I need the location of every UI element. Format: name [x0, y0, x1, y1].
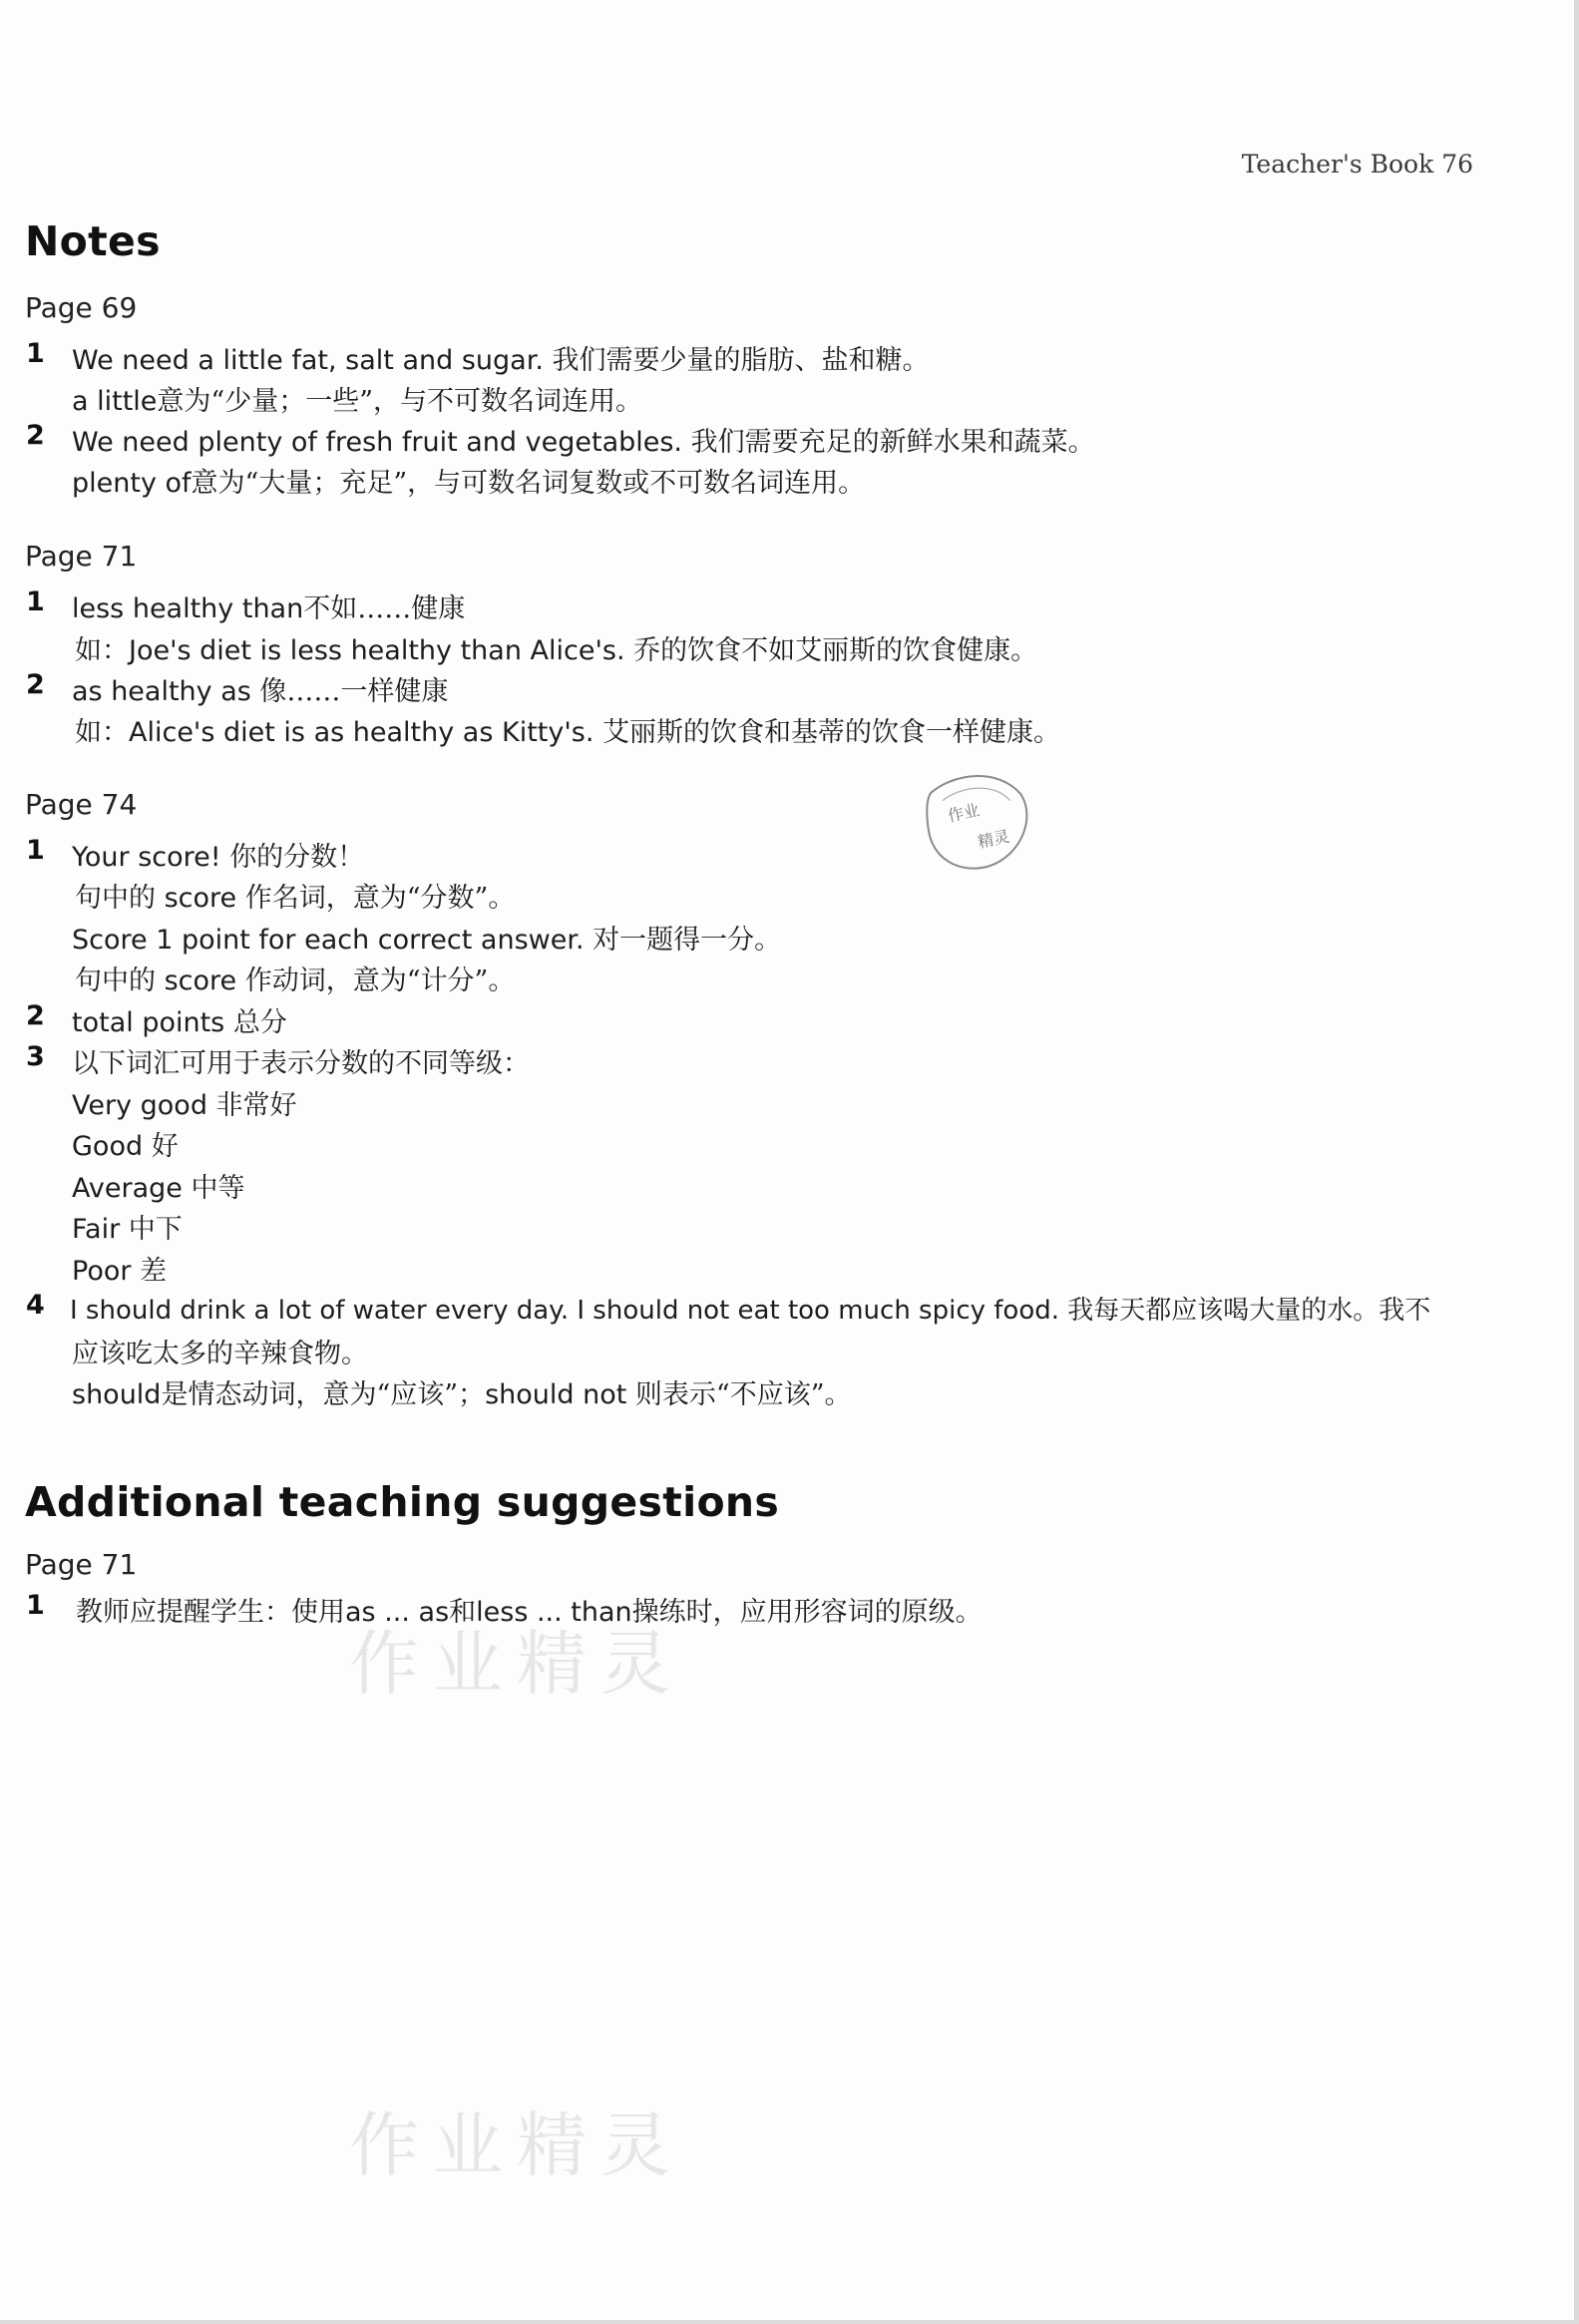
note-en: as ... as: [345, 1597, 450, 1628]
grade-en: Fair: [72, 1214, 129, 1245]
item-number: 1: [26, 586, 45, 617]
note-en: score: [156, 966, 245, 996]
note-cn: 像……一样健康: [259, 676, 449, 707]
page-edge-bottom: [0, 2320, 1579, 2324]
note-cn: 艾丽斯的饮食和基蒂的饮食一样健康。: [602, 717, 1061, 748]
note-cn: 句中的: [75, 883, 156, 914]
note-en: I should drink a lot of water every day. I should not eat too much spicy food.: [70, 1296, 1068, 1326]
page-69-label: Page 69: [25, 291, 138, 324]
item-number: 2: [26, 420, 45, 451]
note-line: [72, 420, 1095, 459]
note-cn: 不如……健康: [303, 593, 466, 624]
note-en: should: [72, 1379, 162, 1410]
note-cn: 我们需要充足的新鲜水果和蔬菜。: [690, 427, 1095, 458]
note-en: Alice's diet is as healthy as Kitty's.: [129, 717, 603, 748]
note-cn: 我们需要少量的脂肪、盐和糖。: [552, 345, 930, 376]
grade-item: [72, 1249, 167, 1288]
note-cn: 总分: [232, 1007, 287, 1038]
grade-cn: 中下: [128, 1214, 183, 1245]
note-line: [75, 876, 515, 915]
page-header: Teacher's Book 76: [1241, 150, 1473, 179]
item-number: 4: [26, 1290, 45, 1321]
note-en: plenty of: [72, 468, 192, 499]
grade-en: Good: [72, 1131, 152, 1162]
note-cn: 和: [449, 1597, 477, 1628]
grade-cn: 差: [140, 1256, 168, 1287]
note-line: [75, 710, 1060, 749]
note-en: total points: [72, 1007, 233, 1038]
item-number: 2: [26, 1000, 45, 1031]
note-en: less healthy than: [72, 593, 304, 624]
page-71-label: Page 71: [25, 540, 138, 573]
note-cn: 意为“大量；充足”，与可数名词复数或不可数名词连用。: [191, 468, 866, 499]
note-cn: 你的分数！: [229, 842, 365, 873]
grade-cn: 非常好: [215, 1090, 297, 1121]
note-line: [72, 379, 642, 418]
note-cn: 教师应提醒学生：使用: [76, 1597, 345, 1628]
note-cn: 则表示“不应该”。: [634, 1379, 852, 1410]
item-number: 2: [26, 669, 45, 700]
grade-item: [72, 1124, 179, 1163]
note-cn: 应该吃太多的辛辣食物。: [72, 1339, 368, 1369]
note-cn: 作名词，意为“分数”。: [244, 883, 516, 914]
note-en: less ... than: [476, 1597, 632, 1628]
notes-heading: Notes: [25, 217, 161, 265]
note-en: We need a little fat, salt and sugar.: [72, 345, 553, 376]
item-number: 1: [26, 835, 45, 866]
grade-item: [72, 1083, 297, 1122]
note-line: [72, 835, 364, 874]
watermark: 作业精灵: [349, 1623, 684, 1705]
watermark: 作业精灵: [349, 2105, 684, 2186]
note-line: [72, 586, 465, 625]
note-cn: 意为“少量；一些”，与不可数名词连用。: [157, 386, 643, 417]
note-line: [75, 959, 515, 997]
page-74-label: Page 74: [25, 788, 138, 821]
grade-cn: 好: [151, 1131, 179, 1162]
note-line: [72, 338, 929, 377]
note-cn: 是情态动词，意为“应该”；: [161, 1379, 486, 1410]
note-en: Your score!: [72, 842, 230, 873]
grade-en: Average: [72, 1173, 192, 1204]
item-number: 3: [26, 1041, 45, 1072]
note-cn: 如：: [75, 635, 129, 666]
additional-page-label: Page 71: [25, 1548, 138, 1581]
note-en: a little: [72, 386, 158, 417]
svg-text:精灵: 精灵: [976, 826, 1011, 852]
note-cn: 乔的饮食不如艾丽斯的饮食健康。: [633, 635, 1038, 666]
note-cn: 如：: [75, 717, 129, 748]
note-line: [72, 1372, 852, 1411]
item-number: 1: [26, 338, 45, 369]
grade-en: Poor: [72, 1256, 141, 1287]
page-edge-right: [1574, 0, 1579, 2324]
note-cn: 作动词，意为“计分”。: [244, 966, 516, 996]
note-line: [70, 1290, 1430, 1327]
note-line: [72, 918, 781, 957]
svg-text:作业: 作业: [946, 800, 982, 826]
note-en: Joe's diet is less healthy than Alice's.: [129, 635, 634, 666]
grade-en: Very good: [72, 1090, 216, 1121]
note-cn: 对一题得一分。: [592, 925, 782, 956]
grade-cn: 中等: [191, 1173, 245, 1204]
note-en: should not: [485, 1379, 635, 1410]
stamp-logo: [908, 757, 1044, 885]
note-cn: 句中的: [75, 966, 156, 996]
note-line: [72, 1000, 287, 1039]
grade-item: [72, 1207, 183, 1246]
note-cn: 我每天都应该喝大量的水。我不: [1067, 1296, 1431, 1326]
note-en: Score 1 point for each correct answer.: [72, 925, 593, 956]
note-en: We need plenty of fresh fruit and vegetables.: [72, 427, 691, 458]
item-number: 1: [26, 1590, 45, 1621]
note-line: [72, 461, 865, 500]
note-line: [75, 628, 1037, 667]
note-cn: 以下词汇可用于表示分数的不同等级：: [72, 1048, 530, 1079]
grade-item: [72, 1166, 244, 1205]
note-cn: 操练时，应用形容词的原级。: [631, 1597, 983, 1628]
note-en: score: [156, 883, 245, 914]
note-line: [72, 669, 448, 708]
additional-heading: Additional teaching suggestions: [25, 1478, 780, 1526]
note-en: as healthy as: [72, 676, 260, 707]
